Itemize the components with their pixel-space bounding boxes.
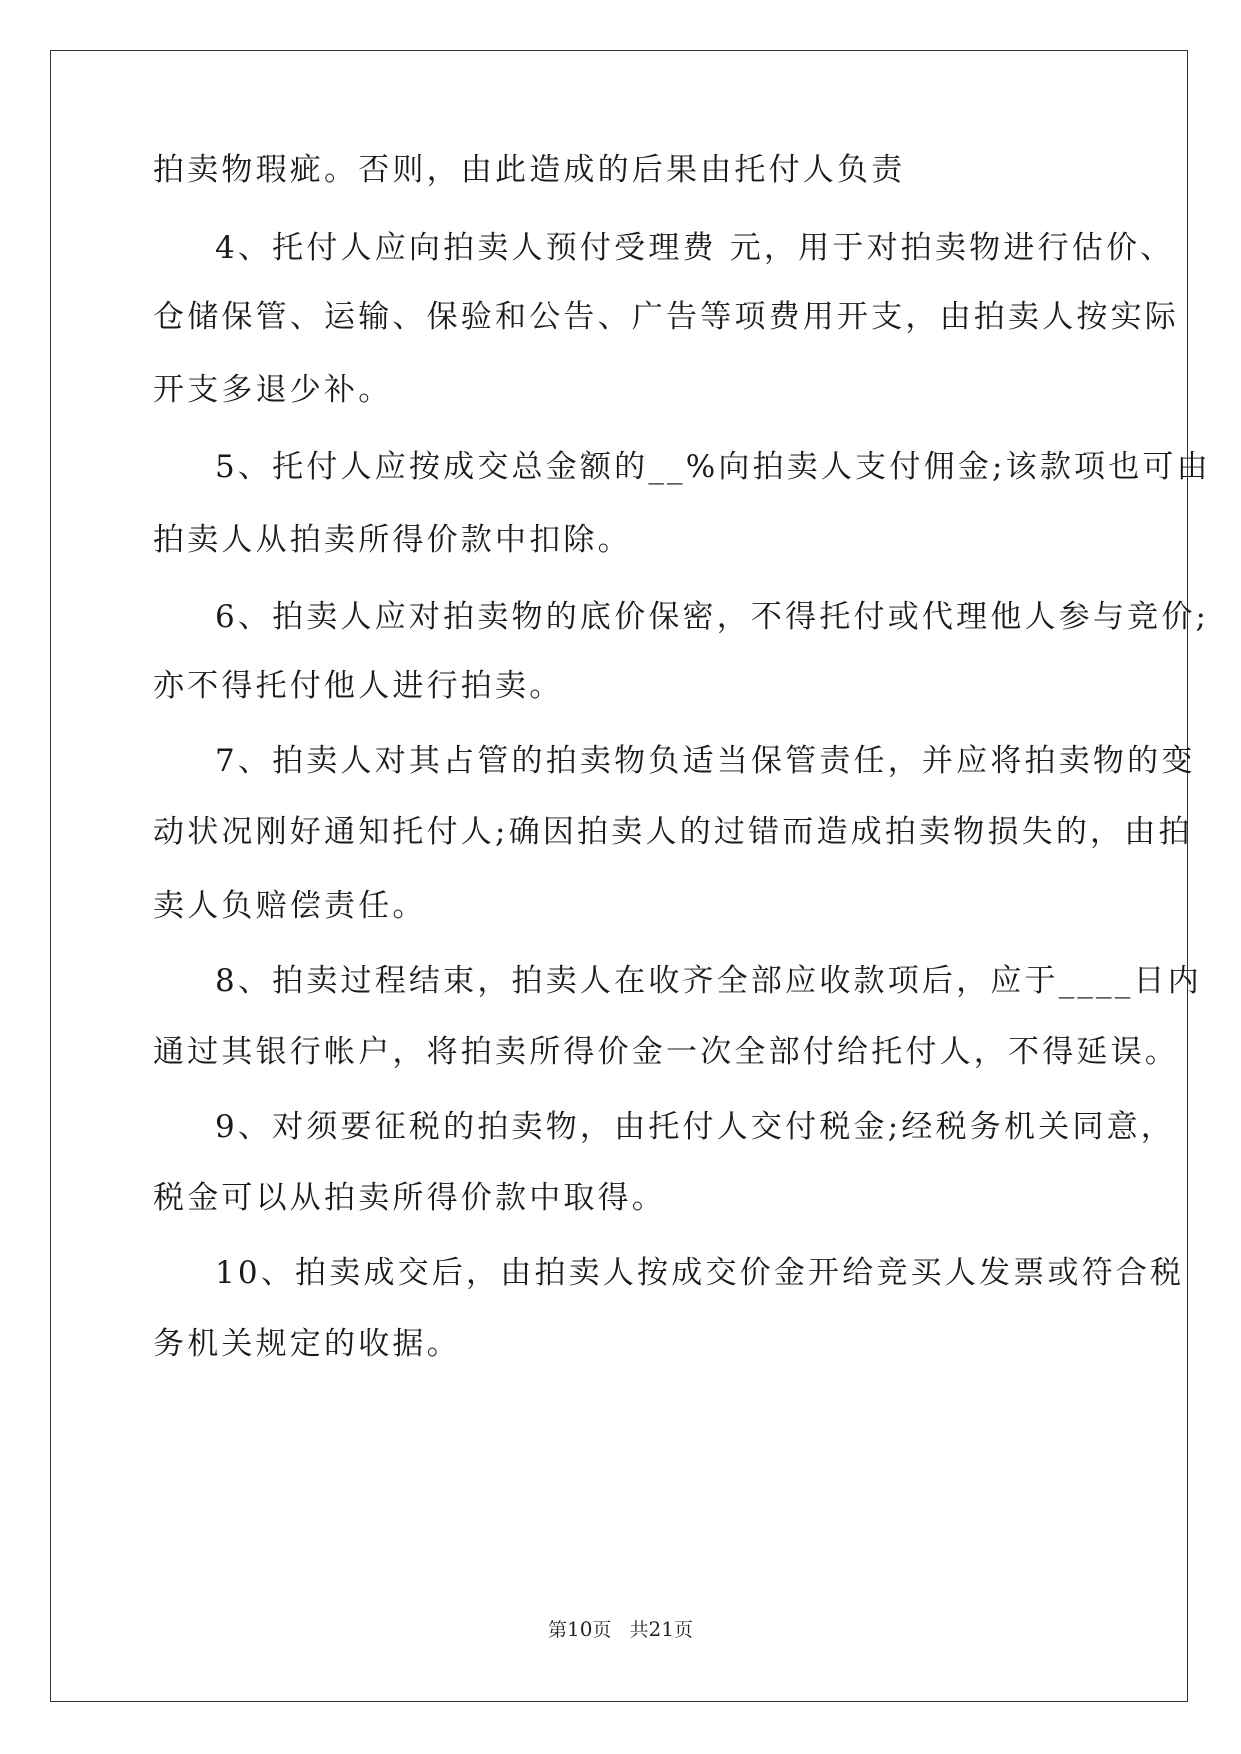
text-line: 拍卖物瑕疵。否则，由此造成的后果由托付人负责 (153, 152, 906, 188)
total-label-prefix: 共 (629, 1619, 649, 1641)
page-label-suffix: 页 (592, 1619, 612, 1641)
page-label-prefix: 第 (548, 1619, 568, 1641)
clause-10-line: 10、拍卖成交后，由拍卖人按成交价金开给竞买人发票或符合税 (215, 1255, 1185, 1291)
clause-4-line: 4、托付人应向拍卖人预付受理费 元，用于对拍卖物进行估价、 (215, 230, 1175, 266)
page-footer (0, 1617, 1241, 1642)
clause-7-line: 7、拍卖人对其占管的拍卖物负适当保管责任，并应将拍卖物的变 (215, 743, 1196, 779)
text-line: 动状况刚好通知托付人;确因拍卖人的过错而造成拍卖物损失的，由拍 (153, 814, 1193, 850)
page-number: 10 (567, 1617, 593, 1641)
text-line: 务机关规定的收据。 (153, 1326, 461, 1362)
clause-5-line: 5、托付人应按成交总金额的__%向拍卖人支付佣金;该款项也可由 (215, 449, 1211, 485)
clause-9-line: 9、对须要征税的拍卖物，由托付人交付税金;经税务机关同意， (215, 1109, 1175, 1145)
text-line: 卖人负赔偿责任。 (153, 888, 427, 924)
text-line: 仓储保管、运输、保验和公告、广告等项费用开支，由拍卖人按实际 (153, 299, 1179, 335)
text-line: 税金可以从拍卖所得价款中取得。 (153, 1180, 666, 1216)
text-line: 拍卖人从拍卖所得价款中扣除。 (153, 522, 632, 558)
clause-8-line: 8、拍卖过程结束，拍卖人在收齐全部应收款项后，应于____日内 (215, 963, 1202, 999)
total-pages: 21 (648, 1617, 674, 1641)
text-line: 亦不得托付他人进行拍卖。 (153, 668, 564, 704)
text-line: 通过其银行帐户，将拍卖所得价金一次全部付给托付人，不得延误。 (153, 1034, 1179, 1070)
total-label-suffix: 页 (673, 1619, 693, 1641)
text-line: 开支多退少补。 (153, 372, 393, 408)
clause-6-line: 6、拍卖人应对拍卖物的底价保密，不得托付或代理他人参与竞价; (215, 599, 1210, 635)
